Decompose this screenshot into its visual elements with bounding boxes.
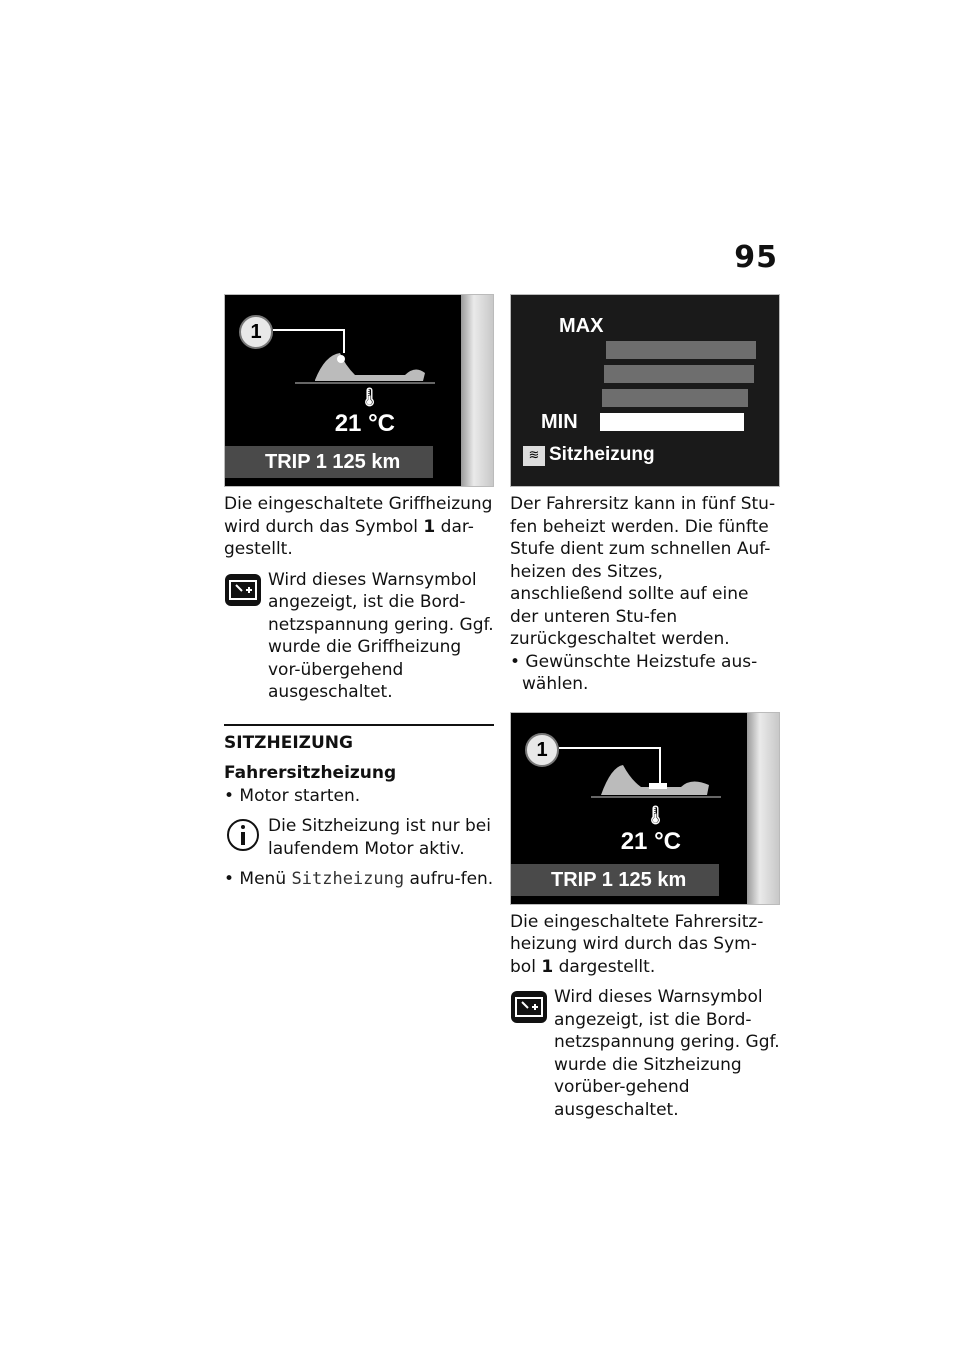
caption-end: dar-gestellt.: [224, 516, 474, 559]
right-column: [510, 294, 780, 1121]
caption-grip-heating: [224, 493, 494, 561]
trip-readout: TRIP 1 125 km: [511, 864, 719, 896]
bullet-pre: • Menü: [224, 869, 292, 889]
temperature-readout: 21 °C: [620, 827, 681, 855]
display-bezel: [747, 713, 779, 905]
info-icon: [224, 817, 262, 853]
max-label: MAX: [559, 315, 604, 337]
warning-text: Wird dieses Warnsymbol angezeigt, ist die Bord-netzspannung gering. Ggf. wurde die Sitzheizung vorüber-gehend ausgeschaltet.: [554, 987, 780, 1120]
display-screen: [511, 713, 751, 905]
motorcycle-grip-heating-icon: [295, 335, 435, 395]
level-bar-1: [600, 413, 744, 431]
seat-heating-level-figure: [510, 294, 780, 487]
warning-text: Wird dieses Warnsymbol angezeigt, ist die Bord-netzspannung gering. Ggf. wurde die Griffheizung vor-übergehend ausgeschaltet.: [268, 569, 494, 702]
battery-warning-icon: [510, 988, 548, 1024]
level-bar-5: [606, 341, 756, 359]
level-bar-3: [602, 389, 748, 407]
menu-label: Sitzheizung: [549, 443, 655, 465]
display-screen: [225, 295, 465, 487]
caption-seat-heating: [510, 911, 780, 979]
list-item: [224, 868, 494, 891]
thermometer-icon: 🌡: [644, 804, 667, 826]
callout-marker: 1: [239, 315, 273, 349]
battery-warning-icon: [224, 571, 262, 607]
callout-marker: 1: [525, 733, 559, 767]
display-screen: [511, 295, 780, 487]
section-title: SITZHEIZUNG: [224, 724, 494, 755]
subheading: Fahrersitzheizung: [224, 763, 397, 783]
caption-text: Die eingeschaltete Griffheizung wird durch das Symbol: [224, 494, 493, 537]
grip-heating-display-figure: [224, 294, 494, 487]
info-note: [224, 815, 494, 860]
warning-note: [510, 986, 780, 1121]
bullet-post: aufru-fen.: [404, 869, 494, 889]
caption-ref: 1: [541, 956, 554, 977]
trip-readout: TRIP 1 125 km: [225, 446, 433, 478]
temperature-readout: 21 °C: [334, 410, 395, 437]
seat-heating-display-figure: [510, 712, 780, 905]
seat-heat-icon: ≋: [523, 446, 545, 466]
menu-name: Sitzheizung: [291, 869, 405, 889]
motorcycle-seat-heating-icon: [591, 755, 721, 805]
thermometer-icon: 🌡: [358, 387, 381, 408]
warning-note: [224, 569, 494, 704]
list-item: • Motor starten.: [224, 785, 361, 806]
min-label: MIN: [541, 411, 578, 433]
page-number: 95: [734, 240, 778, 275]
info-text: Die Sitzheizung ist nur bei laufendem Motor aktiv.: [268, 816, 491, 859]
caption-text: Die eingeschaltete Fahrersitz-heizung wird durch das Sym-bol: [510, 911, 764, 977]
caption-ref: 1: [423, 516, 436, 537]
caption-end: dargestellt.: [553, 956, 656, 977]
seat-heating-text: Der Fahrersitz kann in fünf Stu-fen beheizt werden. Die fünfte Stufe dient zum schnellen Auf-heizen des Sitzes, anschließend sollte auf eine der unteren Stu-fen zurückgeschaltet werden.: [510, 494, 776, 649]
list-item: • Gewünschte Heizstufe aus-wählen.: [510, 651, 758, 694]
left-column: [224, 294, 494, 891]
display-bezel: [461, 295, 493, 487]
level-bar-4: [604, 365, 754, 383]
